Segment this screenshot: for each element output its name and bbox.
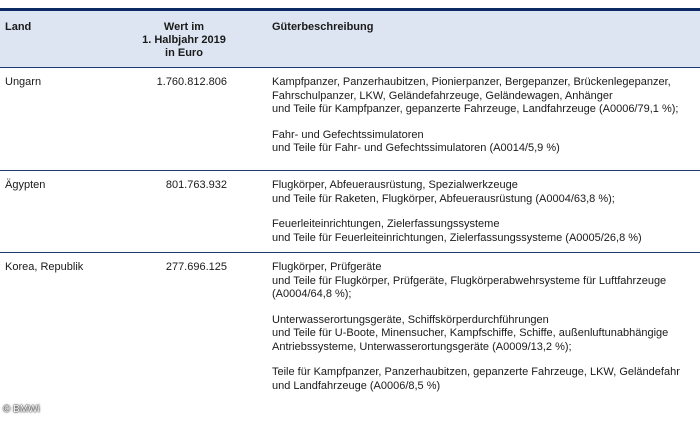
table-header — [0, 8, 700, 68]
description-block — [272, 314, 700, 355]
description-line: und Teile für Kampfpanzer, gepanzerte Fahrzeuge, Landfahrzeuge (A0006/79,1 %); — [272, 103, 679, 115]
table-row — [0, 253, 700, 423]
description-line: Fahrschulpanzer, LKW, Geländefahrzeuge, Geländewagen, Anhänger — [272, 89, 613, 102]
header-value — [128, 21, 240, 60]
description-line: Fahr- und Gefechtssimulatoren — [272, 128, 424, 141]
row-country: Ungarn — [5, 76, 42, 88]
description-line: und Teile für Flugkörper, Prüfgeräte, Flugkörperabwehrsysteme für Luftfahrzeuge — [272, 274, 667, 287]
row-value: 277.696.125 — [165, 261, 227, 273]
description-line: (A0004/64,8 %); — [272, 288, 352, 300]
row-description — [272, 261, 700, 405]
description-line: Flugkörper, Abfeuerausrüstung, Spezialwerkzeuge — [272, 179, 518, 191]
export-table — [0, 8, 700, 68]
description-line: und Teile für Raketen, Flugkörper, Abfeuerausrüstung (A0004/63,8 %); — [272, 192, 615, 205]
row-country: Ägypten — [5, 179, 46, 191]
description-line: und Teile für U-Boote, Minensucher, Kampfschiffe, Schiffe, außenluftunabhängige — [272, 327, 669, 339]
description-line: Flugkörper, Prüfgeräte — [272, 261, 382, 273]
header-value-line: 1. Halbjahr 2019 — [142, 34, 226, 46]
description-line: und Teile für Feuerleiteinrichtungen, Zielerfassungssysteme (A0005/26,8 %) — [272, 231, 642, 244]
description-block — [272, 76, 700, 117]
header-value-line: in Euro — [165, 47, 203, 59]
copyright-watermark: © BMWi — [3, 404, 40, 415]
row-country: Korea, Republik — [5, 261, 84, 273]
description-line: Teile für Kampfpanzer, Panzerhaubitzen, gepanzerte Fahrzeuge, LKW, Geländefahr — [272, 366, 680, 378]
description-block — [272, 261, 700, 302]
description-block — [272, 218, 700, 245]
description-block — [272, 366, 700, 393]
row-value: 1.760.812.806 — [156, 76, 227, 88]
header-value-line: Wert im — [163, 21, 205, 33]
table-row — [0, 171, 700, 253]
description-line: Kampfpanzer, Panzerhaubitzen, Pionierpanzer, Bergepanzer, Brückenlegepanzer, — [272, 76, 671, 88]
description-block — [272, 129, 700, 156]
row-description — [272, 76, 700, 168]
description-line: und Landfahrzeuge (A0006/8,5 %) — [272, 379, 441, 392]
description-line: Unterwasserortungsgeräte, Schiffskörperdurchführungen — [272, 313, 549, 326]
description-line: und Teile für Fahr- und Gefechtssimulatoren (A0014/5,9 %) — [272, 142, 560, 154]
row-value: 801.763.932 — [165, 179, 227, 191]
description-line: Feuerleiteinrichtungen, Zielerfassungssysteme — [272, 218, 500, 230]
table-row — [0, 68, 700, 171]
description-line: Antriebssysteme, Unterwasserortungsgeräte (A0009/13,2 %); — [272, 340, 572, 353]
row-description — [272, 179, 700, 257]
description-block — [272, 179, 700, 206]
header-country: Land — [5, 21, 32, 33]
header-description: Güterbeschreibung — [272, 21, 374, 33]
